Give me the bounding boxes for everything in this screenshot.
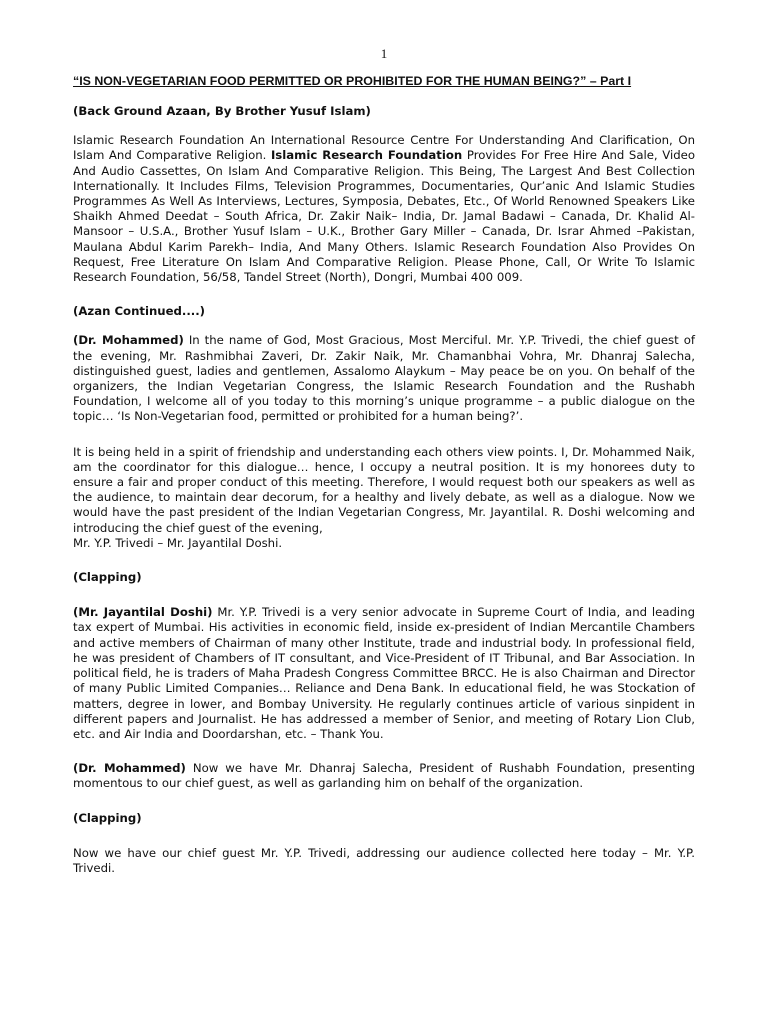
paragraph-text: It is being held in a spirit of friendship and understanding each others view points. I, Dr. Mohammed Naik, am the coordinator for this dialogue… hence, I occupy a neutral position. It is my honorees duty to ensure a fair and proper conduct of this meeting. Therefore, I would request both our speakers as well as the audience, to maintain dear decorum, for a healthy and lively debate, as well as a dialogue. Now we would have the past president of the Indian Vegetarian Congress, Mr. Jayantilal. R. Doshi welcoming and introducing the chief guest of the evening, <box>73 444 695 535</box>
foundation-name: Islamic Research Foundation <box>270 148 463 163</box>
paragraph-text: Provides For Free Hire And Sale, Video And Audio Cassettes, On Islam And Comparative Religion. This Being, The Largest And Best Collection Internationally. It Includes Films, Television Programmes, Documentaries, Qur’anic And Islamic Studies Programmes As Well As Interviews, Lectures, Symposia, Debates, Etc., Of World Renowned Speakers Like Shaikh Ahmed Deedat – South Africa, Dr. Zakir Naik– India, Dr. Jamal Badawi – Canada, Dr. Khalid Al-Mansoor – U.S.A., Brother Yusuf Islam – U.K., Brother Gary Miller – Canada, Dr. Israr Ahmed –Pakistan, Maulana Abdul Karim Parekh– India, And Many Others. Islamic Research Foundation Also Provides On Request, Free Literature On Islam And Comparative Religion. Please Phone, Call, Or Write To Islamic Research Foundation, 56/58, Tandel Street (North), Dongri, Mumbai 400 009. <box>73 148 695 285</box>
section-heading-clapping: (Clapping) <box>73 810 142 825</box>
section-heading-clapping: (Clapping) <box>73 570 142 585</box>
paragraph-text: Mr. Y.P. Trivedi is a very senior advocate in Supreme Court of India, and leading tax expert of Mumbai. His activities in economic field, inside ex-president of Indian Mercantile Chambers and active members of Chairman of many other Institute, trade and industrial body. In professional field, he was president of Chambers of IT consultant, and Vice-President of IT Tribunal, and Bar Association. In political field, he is traders of Maha Pradesh Congress Committee BRCC. He is also Chairman and Director of many Public Limited Companies… Reliance and Dena Bank. In educational field, he was Stockation of matters, degree in lower, and Bombay University. He regularly continues article of various sinpident in different papers and Journalist. He has addressed a member of Senior, and meeting of Rotary Lion Club, etc. and Air India and Doordarshan, etc. – Thank You. <box>73 605 695 741</box>
document-body <box>73 104 695 876</box>
paragraph-chief-guest-bio <box>73 605 695 742</box>
section-heading-azan-continued: (Azan Continued....) <box>73 304 206 319</box>
page-number: 1 <box>380 46 388 61</box>
speaker-label: (Mr. Jayantilal Doshi) <box>73 605 213 620</box>
paragraph-text: Islamic Research Foundation An International Resource Centre For Understanding And Clarification, On Islam And Comparative Religion. <box>73 133 695 163</box>
paragraph-chief-guest-address: Now we have our chief guest Mr. Y.P. Trivedi, addressing our audience collected here today – Mr. Y.P. Trivedi. <box>73 845 695 875</box>
paragraph-text: In the name of God, Most Gracious, Most Merciful. Mr. Y.P. Trivedi, the chief guest of the evening, Mr. Rashmibhai Zaveri, Dr. Zakir Naik, Mr. Chamanbhai Vohra, Mr. Dhanraj Salecha, distinguished guest, ladies and gentlemen, Assalomo Alaykum – May peace be on you. On behalf of the organizers, the Indian Vegetarian Congress, the Islamic Research Foundation and the Rushabh Foundation, I welcome all of you today to this morning’s unique programme – a public dialogue on the topic… ‘Is Non-Vegetarian food, permitted or prohibited for a human being?’. <box>73 333 696 424</box>
paragraph-coordinator <box>73 445 695 536</box>
introduction-line: Mr. Y.P. Trivedi – Mr. Jayantilal Doshi. <box>73 535 283 550</box>
paragraph-welcome <box>73 333 695 424</box>
speaker-label: (Dr. Mohammed) <box>73 333 184 348</box>
document-title: “IS NON-VEGETARIAN FOOD PERMITTED OR PROHIBITED FOR THE HUMAN BEING?” – Part I <box>73 74 632 88</box>
speaker-label: (Dr. Mohammed) <box>73 761 186 776</box>
section-heading-background-azaan: (Back Ground Azaan, By Brother Yusuf Islam) <box>73 104 371 118</box>
paragraph-foundation-intro <box>73 133 695 285</box>
paragraph-presentation <box>73 761 695 791</box>
paragraph-text: Now we have Mr. Dhanraj Salecha, President of Rushabh Foundation, presenting momentous to our chief guest, as well as garlanding him on behalf of the organization. <box>73 761 695 791</box>
